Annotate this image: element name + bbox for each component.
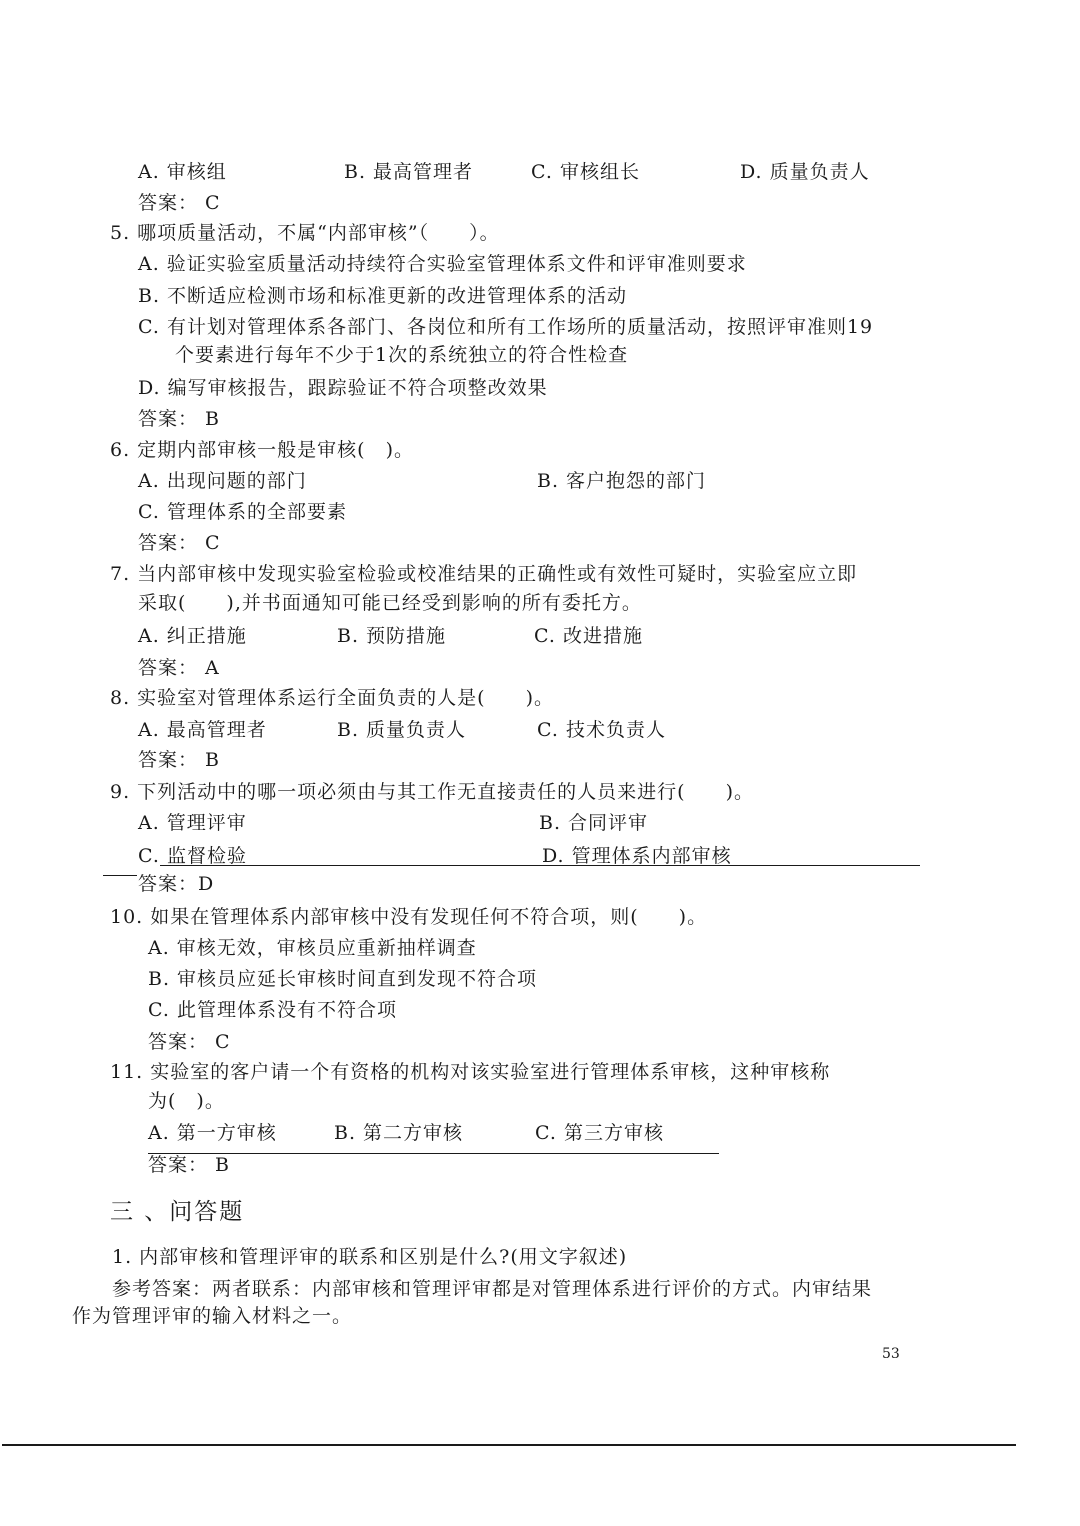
q7-option-a: A. 纠正措施 [138,625,247,647]
q7-stem-line2: 采取( ),并书面通知可能已经受到影响的所有委托方。 [138,592,642,614]
q7-stem-line1: 7. 当内部审核中发现实验室检验或校准结果的正确性或有效性可疑时，实验室应立即 [110,563,858,585]
q8-answer: 答案： B [138,749,221,771]
q7-answer: 答案： A [138,657,220,679]
q4-option-a: A. 审核组 [138,161,227,183]
q11-option-a: A. 第一方审核 [148,1122,277,1144]
q5-option-c-line2: 个要素进行每年不少于1次的系统独立的符合性检查 [175,344,629,366]
section-heading: 三 、问答题 [110,1199,245,1225]
q9-option-c: C. 监督检验 [138,845,247,867]
q5-option-b: B. 不断适应检测市场和标准更新的改进管理体系的活动 [138,285,628,307]
q6-option-a: A. 出现问题的部门 [138,470,307,492]
section3-question-1: 1. 内部审核和管理评审的联系和区别是什么?(用文字叙述) [112,1246,628,1268]
q9-underline-rule [160,865,920,866]
q11-underline-rule [148,1153,719,1154]
q8-option-c: C. 技术负责人 [537,719,666,741]
page-number: 53 [882,1346,900,1362]
q4-answer: 答案： C [138,192,221,214]
q9-option-d: D. 管理体系内部审核 [542,845,732,867]
q8-stem: 8. 实验室对管理体系运行全面负责的人是( )。 [110,687,554,709]
q7-option-b: B. 预防措施 [337,625,447,647]
q5-option-d: D. 编写审核报告，跟踪验证不符合项整改效果 [138,377,548,399]
q5-answer: 答案： B [138,408,221,430]
q9-option-b: B. 合同评审 [539,812,649,834]
q7-option-c: C. 改进措施 [534,625,643,647]
q5-stem: 5. 哪项质量活动，不属“内部审核”（ ）。 [110,222,500,244]
q10-option-c: C. 此管理体系没有不符合项 [148,999,397,1021]
section3-answer-line2: 作为管理评审的输入材料之一。 [72,1305,353,1327]
q10-option-b: B. 审核员应延长审核时间直到发现不符合项 [148,968,538,990]
q11-stem-line1: 11. 实验室的客户请一个有资格的机构对该实验室进行管理体系审核，这种审核称 [110,1061,831,1083]
q9-answer-leader-rule [103,875,137,876]
q4-option-c: C. 审核组长 [531,161,640,183]
q9-stem: 9. 下列活动中的哪一项必须由与其工作无直接责任的人员来进行( )。 [110,781,754,803]
q10-option-a: A. 审核无效，审核员应重新抽样调查 [148,937,477,959]
q6-stem: 6. 定期内部审核一般是审核( )。 [110,439,414,461]
q11-stem-line2: 为( )。 [148,1090,225,1112]
q6-option-b: B. 客户抱怨的部门 [537,470,707,492]
q10-answer: 答案： C [148,1031,231,1053]
q11-option-c: C. 第三方审核 [535,1122,664,1144]
q10-stem: 10. 如果在管理体系内部审核中没有发现任何不符合项，则( )。 [110,906,708,928]
q4-option-d: D. 质量负责人 [740,161,870,183]
footer-rule [2,1444,1016,1446]
q9-option-a: A. 管理评审 [138,812,247,834]
q5-option-c-line1: C. 有计划对管理体系各部门、各岗位和所有工作场所的质量活动，按照评审准则19 [138,316,874,338]
q11-answer: 答案： B [148,1154,231,1176]
section3-answer-line1: 参考答案：两者联系：内部审核和管理评审都是对管理体系进行评价的方式。内审结果 [112,1278,873,1300]
q8-option-b: B. 质量负责人 [337,719,467,741]
q11-option-b: B. 第二方审核 [334,1122,464,1144]
q8-option-a: A. 最高管理者 [138,719,267,741]
q4-option-b: B. 最高管理者 [344,161,474,183]
q6-answer: 答案： C [138,532,221,554]
q9-answer: 答案：D [138,873,215,895]
q5-option-a: A. 验证实验室质量活动持续符合实验室管理体系文件和评审准则要求 [138,253,747,275]
q6-option-c: C. 管理体系的全部要素 [138,501,347,523]
